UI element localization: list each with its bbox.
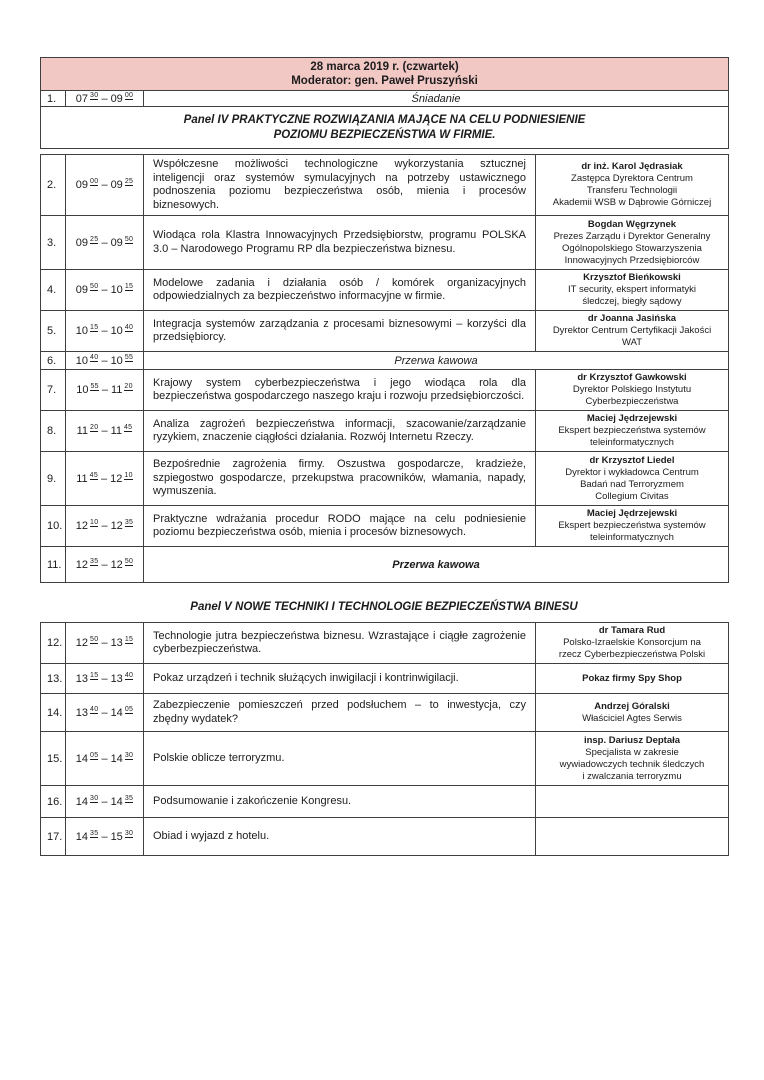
time-start-hour: 14	[75, 795, 89, 808]
time-range	[66, 664, 144, 694]
row-number: 17.	[41, 818, 66, 856]
speaker-affiliation: rzecz Cyberbezpieczeństwa Polski	[558, 649, 706, 660]
session-row	[41, 694, 729, 732]
time-start-minutes: 15	[90, 671, 99, 679]
time-dash: –	[101, 637, 108, 649]
time-end-hour: 10	[110, 354, 123, 367]
session-row	[41, 155, 729, 216]
session-description: Technologie jutra bezpieczeństwa biznesu. Wzrastające i ciągłe zagrożenie cyberbezpieczeństwa.	[144, 623, 536, 664]
speaker-affiliation: Ekspert bezpieczeństwa systemów	[558, 425, 706, 436]
row-number: 1.	[41, 91, 66, 107]
time-dash: –	[101, 472, 108, 485]
time-start-hour: 09	[75, 179, 89, 191]
speaker-name: Bogdan Węgrzynek	[587, 218, 677, 230]
time-end-minutes: 50	[124, 235, 134, 243]
time-range	[66, 411, 144, 452]
break-row	[41, 352, 729, 370]
time-end-minutes: 30	[124, 751, 134, 759]
time-range	[66, 623, 144, 664]
speaker-cell	[536, 411, 729, 452]
day-header-row	[41, 58, 729, 91]
session-row	[41, 216, 729, 270]
panel-v-title: Panel V NOWE TECHNIKI I TECHNOLOGIE BEZPIECZEŃSTWA BINESU	[190, 601, 578, 613]
time-range	[66, 818, 144, 856]
time-range	[66, 91, 144, 107]
speaker-cell	[536, 818, 729, 856]
session-row	[41, 786, 729, 818]
time-dash: –	[101, 325, 108, 337]
time-start-minutes: 55	[90, 383, 99, 391]
time-range	[66, 694, 144, 732]
time-end-minutes: 20	[124, 383, 133, 391]
time-dash: –	[101, 558, 108, 571]
speaker-affiliation: Specjalista w zakresie	[585, 746, 679, 758]
time-start-minutes: 35	[90, 557, 99, 565]
speaker-affiliation: wywiadowczych technik śledczych	[559, 758, 705, 770]
speaker-cell	[536, 216, 729, 270]
speaker-affiliation: WAT	[621, 337, 643, 348]
row-number: 8.	[41, 411, 66, 452]
time-end-hour: 11	[110, 384, 123, 396]
time-start-minutes: 40	[90, 353, 99, 361]
session-description: Analiza zagrożeń bezpieczeństwa informacji, szacowanie/zarządzanie ryzykiem, znaczenie ciągłości działania. Rozwój Internetu Rzeczy.	[144, 411, 536, 452]
time-start-minutes: 10	[90, 519, 99, 527]
speaker-name: dr Joanna Jasińska	[587, 313, 677, 324]
schedule-table-afternoon	[40, 622, 729, 856]
session-row	[41, 311, 729, 352]
speaker-affiliation: Ogólnopolskiego Stowarzyszenia	[562, 242, 702, 254]
session-row	[41, 623, 729, 664]
time-start-hour: 09	[75, 284, 89, 296]
session-description: Wiodąca rola Klastra Innowacyjnych Przedsiębiorstw, programu POLSKA 3.0 – Narodowego Programu RP dla bezpieczeństwa biznesu.	[144, 216, 536, 270]
speaker-cell	[536, 311, 729, 352]
speaker-affiliation: Collegium Civitas	[595, 490, 669, 502]
speaker-cell	[536, 694, 729, 732]
speaker-cell	[536, 452, 729, 506]
speaker-name: dr Krzysztof Liedel	[589, 454, 675, 466]
speaker-name: dr Tamara Rud	[598, 625, 666, 636]
time-end-hour: 12	[110, 558, 123, 571]
session-description: Modelowe zadania i działania osób / komórek organizacyjnych odpowiedzialnych za bezpieczeństwo informacyjne w firmie.	[144, 270, 536, 311]
session-description: Krajowy system cyberbezpieczeństwa i jego wiodąca rola dla bezpieczeństwa gospodarczego naszego kraju i rozwoju przedsiębiorczości.	[144, 370, 536, 411]
time-end-minutes: 40	[124, 671, 134, 679]
row-number: 4.	[41, 270, 66, 311]
speaker-cell	[536, 155, 729, 216]
speaker-cell	[536, 270, 729, 311]
time-dash: –	[101, 179, 108, 191]
time-start-minutes: 35	[90, 829, 99, 837]
time-range	[66, 311, 144, 352]
row-number: 10.	[41, 506, 66, 547]
speaker-affiliation: Dyrektor Centrum Certyfikacji Jakości	[552, 325, 712, 336]
time-dash: –	[101, 752, 108, 765]
time-start-hour: 07	[75, 92, 89, 105]
time-end-minutes: 25	[124, 178, 134, 186]
row-number: 5.	[41, 311, 66, 352]
time-end-minutes: 50	[124, 557, 134, 565]
speaker-affiliation: Transferu Technologii	[586, 185, 678, 196]
speaker-affiliation: IT security, ekspert informatyki	[568, 284, 696, 295]
time-range	[66, 452, 144, 506]
time-dash: –	[101, 236, 108, 249]
time-range	[66, 547, 144, 583]
speaker-affiliation: Akademii WSB w Dąbrowie Górniczej	[552, 197, 712, 208]
time-end-hour: 09	[110, 179, 123, 191]
schedule-table-header	[40, 57, 729, 149]
panel-iv-row	[41, 107, 729, 149]
speaker-name: Maciej Jędrzejewski	[586, 508, 678, 519]
row-number: 7.	[41, 370, 66, 411]
time-start-minutes: 00	[90, 178, 99, 186]
session-row	[41, 506, 729, 547]
speaker-cell	[536, 664, 729, 694]
time-start-hour: 12	[75, 558, 89, 571]
time-end-hour: 13	[110, 672, 123, 685]
time-start-hour: 13	[75, 672, 89, 685]
speaker-affiliation: i zwalczania terroryzmu	[582, 770, 682, 782]
time-start-hour: 09	[75, 236, 89, 249]
speaker-name: dr inż. Karol Jędrasiak	[581, 161, 683, 172]
time-range	[66, 352, 144, 370]
time-start-minutes: 20	[90, 424, 99, 432]
panel-iv-line2: POZIOMU BEZPIECZEŃSTWA W FIRMIE.	[273, 128, 496, 141]
speaker-affiliation: Dyrektor i wykładowca Centrum	[565, 466, 699, 478]
time-dash: –	[101, 354, 108, 367]
session-description: Bezpośrednie zagrożenia firmy. Oszustwa gospodarcze, kradzieże, szpiegostwo gospodarcze, przekupstwa pracowników, włamania, napady, wymuszenia.	[144, 452, 536, 506]
time-start-minutes: 15	[90, 324, 99, 332]
row-number: 9.	[41, 452, 66, 506]
time-end-minutes: 35	[124, 794, 134, 802]
time-end-hour: 10	[110, 284, 123, 296]
speaker-name: dr Krzysztof Gawkowski	[577, 372, 687, 383]
session-row	[41, 732, 729, 786]
time-range	[66, 786, 144, 818]
row-number: 12.	[41, 623, 66, 664]
time-end-hour: 12	[110, 472, 123, 485]
time-start-hour: 10	[75, 325, 89, 337]
row-number: 15.	[41, 732, 66, 786]
row-number: 2.	[41, 155, 66, 216]
time-end-hour: 12	[110, 520, 123, 532]
time-start-hour: 14	[75, 830, 89, 843]
time-start-hour: 12	[75, 637, 89, 649]
speaker-affiliation: teleinformatycznych	[590, 532, 674, 543]
time-range	[66, 732, 144, 786]
time-start-hour: 14	[75, 752, 89, 765]
time-end-hour: 14	[110, 752, 123, 765]
time-end-minutes: 30	[124, 829, 134, 837]
moderator-line: Moderator: gen. Paweł Pruszyński	[291, 75, 478, 87]
session-row	[41, 664, 729, 694]
speaker-name: insp. Dariusz Deptała	[583, 734, 681, 746]
time-start-minutes: 30	[90, 794, 99, 802]
speaker-cell	[536, 623, 729, 664]
breakfast-row	[41, 91, 729, 107]
time-start-hour: 10	[75, 354, 89, 367]
time-dash: –	[101, 425, 108, 437]
time-start-hour: 12	[75, 520, 89, 532]
time-end-minutes: 45	[123, 424, 133, 432]
row-number: 6.	[41, 352, 66, 370]
row-number: 13.	[41, 664, 66, 694]
time-end-hour: 11	[110, 425, 122, 437]
time-start-minutes: 25	[90, 235, 99, 243]
speaker-cell	[536, 370, 729, 411]
speaker-name: Andrzej Góralski	[594, 700, 670, 712]
time-start-minutes: 30	[90, 91, 99, 99]
time-end-hour: 13	[110, 637, 123, 649]
time-start-hour: 11	[76, 425, 89, 437]
time-dash: –	[101, 520, 108, 532]
time-end-hour: 14	[110, 706, 123, 719]
session-description: Praktyczne wdrażania procedur RODO mające na celu podniesienie poziomu bezpieczeństwa osób, mienia i procesów biznesowych.	[144, 506, 536, 547]
row-number: 11.	[41, 547, 66, 583]
session-description: Integracja systemów zarządzania z procesami biznesowymi – korzyści dla przedsiębiorcy.	[144, 311, 536, 352]
time-dash: –	[101, 706, 108, 719]
speaker-affiliation: Cyberbezpieczeństwa	[585, 396, 679, 407]
break-label: Przerwa kawowa	[144, 547, 729, 583]
speaker-affiliation: Zastępca Dyrektora Centrum	[571, 173, 693, 184]
session-row	[41, 270, 729, 311]
time-start-minutes: 40	[90, 705, 99, 713]
break-row	[41, 547, 729, 583]
speaker-name: Pokaz firmy Spy Shop	[582, 672, 682, 684]
speaker-cell	[536, 506, 729, 547]
time-end-minutes: 00	[124, 91, 134, 99]
speaker-affiliation: Polsko-Izraelskie Konsorcjum na	[563, 637, 701, 648]
panel-iv-title	[41, 107, 729, 149]
time-dash: –	[101, 384, 108, 396]
session-row	[41, 411, 729, 452]
speaker-affiliation: Właściciel Agtes Serwis	[582, 712, 682, 724]
time-range	[66, 506, 144, 547]
speaker-name: Maciej Jędrzejewski	[586, 413, 678, 424]
time-dash: –	[101, 672, 108, 685]
panel-iv-line1: Panel IV PRAKTYCZNE ROZWIĄZANIA MAJĄCE NA CELU PODNIESIENIE	[183, 113, 586, 126]
time-end-hour: 09	[110, 236, 123, 249]
time-start-hour: 10	[76, 384, 89, 396]
time-range	[66, 370, 144, 411]
time-end-minutes: 15	[124, 283, 134, 291]
time-end-minutes: 10	[124, 471, 133, 479]
session-description: Obiad i wyjazd z hotelu.	[144, 818, 536, 856]
time-dash: –	[101, 795, 108, 808]
session-row	[41, 370, 729, 411]
speaker-affiliation: teleinformatycznych	[590, 437, 674, 448]
schedule-table-morning	[40, 154, 729, 583]
time-end-hour: 10	[110, 325, 123, 337]
time-start-minutes: 05	[90, 751, 99, 759]
time-dash: –	[101, 92, 108, 105]
time-end-minutes: 55	[124, 353, 134, 361]
time-start-hour: 11	[76, 472, 88, 485]
breakfast-label: Śniadanie	[144, 91, 729, 107]
time-end-minutes: 35	[124, 519, 134, 527]
session-description: Pokaz urządzeń i technik służących inwigilacji i kontrinwigilacji.	[144, 664, 536, 694]
speaker-cell	[536, 732, 729, 786]
time-start-hour: 13	[75, 706, 89, 719]
time-end-minutes: 05	[124, 705, 134, 713]
session-description: Zabezpieczenie pomieszczeń przed podsłuchem – to inwestycja, czy zbędny wydatek?	[144, 694, 536, 732]
speaker-affiliation: Prezes Zarządu i Dyrektor Generalny	[553, 230, 711, 242]
time-start-minutes: 50	[90, 283, 99, 291]
time-dash: –	[101, 830, 108, 843]
time-end-hour: 09	[110, 92, 123, 105]
session-description: Współczesne możliwości technologiczne wykorzystania sztucznej inteligencji oraz systemów symulacyjnych na potrzeby ustawicznego podnoszenia poziomu bezpieczeństwa osób, mienia i procesów biznesowych.	[144, 155, 536, 216]
time-end-minutes: 40	[124, 324, 134, 332]
time-end-hour: 14	[110, 795, 123, 808]
speaker-cell	[536, 786, 729, 818]
session-description: Polskie oblicze terroryzmu.	[144, 732, 536, 786]
row-number: 14.	[41, 694, 66, 732]
time-start-minutes: 45	[89, 471, 99, 479]
speaker-affiliation: Badań nad Terroryzmem	[580, 478, 684, 490]
session-row	[41, 452, 729, 506]
time-range	[66, 216, 144, 270]
time-end-minutes: 15	[124, 636, 134, 644]
speaker-affiliation: Ekspert bezpieczeństwa systemów	[558, 520, 706, 531]
speaker-name: Krzysztof Bieńkowski	[583, 272, 681, 283]
time-range	[66, 155, 144, 216]
speaker-affiliation: Dyrektor Polskiego Instytutu	[572, 384, 692, 395]
time-end-hour: 15	[110, 830, 123, 843]
break-label: Przerwa kawowa	[144, 352, 729, 370]
session-row	[41, 818, 729, 856]
session-description: Podsumowanie i zakończenie Kongresu.	[144, 786, 536, 818]
time-dash: –	[101, 284, 108, 296]
speaker-affiliation: śledczej, biegły sądowy	[582, 296, 682, 307]
date-title: 28 marca 2019 r. (czwartek)	[310, 61, 459, 73]
time-start-minutes: 50	[90, 636, 99, 644]
time-range	[66, 270, 144, 311]
row-number: 16.	[41, 786, 66, 818]
row-number: 3.	[41, 216, 66, 270]
day-header-cell	[41, 58, 729, 91]
speaker-affiliation: Innowacyjnych Przedsiębiorców	[564, 254, 700, 266]
